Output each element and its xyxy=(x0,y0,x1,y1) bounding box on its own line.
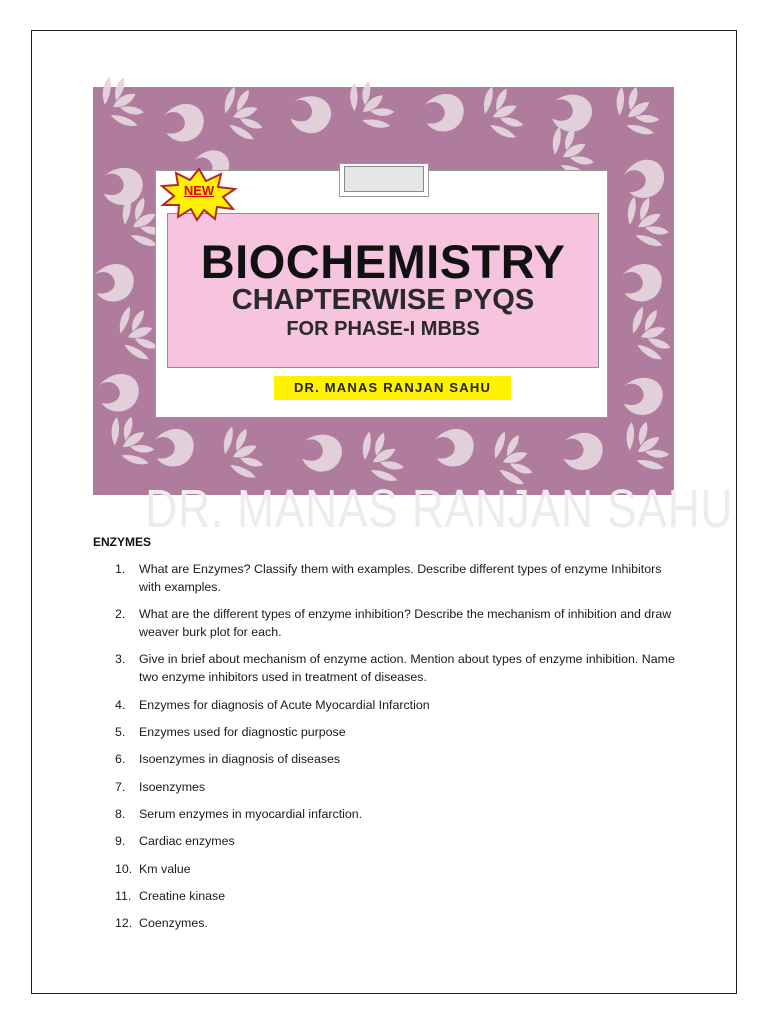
card-tab xyxy=(339,163,429,197)
author-name: DR. MANAS RANJAN SAHU xyxy=(274,376,511,400)
list-item xyxy=(115,605,679,641)
item-text: Enzymes used for diagnostic purpose xyxy=(139,725,346,739)
list-item xyxy=(115,696,679,714)
item-text: What are the different types of enzyme inhibition? Describe the mechanism of inhibition and draw weaver burk plot for each. xyxy=(139,607,672,639)
list-item xyxy=(115,723,679,741)
list-item xyxy=(115,860,679,878)
item-text: Isoenzymes in diagnosis of diseases xyxy=(139,752,341,766)
book-title: BIOCHEMISTRY xyxy=(200,235,566,288)
new-badge xyxy=(159,167,239,221)
list-item xyxy=(115,778,679,796)
item-text: Coenzymes. xyxy=(139,916,208,930)
item-number: 6. xyxy=(115,752,126,766)
list-item xyxy=(115,914,679,932)
list-item xyxy=(115,832,679,850)
item-number: 9. xyxy=(115,834,126,848)
item-text: Km value xyxy=(139,862,191,876)
item-text: Give in brief about mechanism of enzyme action. Mention about types of enzyme inhibition. Name two enzyme inhibitors used in treatment of diseases. xyxy=(139,652,675,684)
section-heading: ENZYMES xyxy=(93,535,152,549)
list-item xyxy=(115,560,679,596)
item-text: Isoenzymes xyxy=(139,780,206,794)
item-number: 8. xyxy=(115,807,126,821)
item-number: 5. xyxy=(115,725,126,739)
item-number: 2. xyxy=(115,607,126,621)
item-number: 1. xyxy=(115,562,126,576)
item-number: 7. xyxy=(115,780,126,794)
list-item xyxy=(115,805,679,823)
list-item xyxy=(115,750,679,768)
list-item xyxy=(115,887,679,905)
cover-image xyxy=(93,87,674,495)
new-badge-label: NEW xyxy=(183,183,215,198)
watermark: DR. MANAS RANJAN SAHU xyxy=(145,479,734,539)
title-panel xyxy=(167,213,599,368)
item-text: Creatine kinase xyxy=(139,889,226,903)
card-tab-inner xyxy=(344,166,424,192)
item-number: 3. xyxy=(115,652,126,666)
book-subtitle-phase: FOR PHASE-I MBBS xyxy=(286,318,480,340)
item-text: What are Enzymes? Classify them with examples. Describe different types of enzyme Inhibitors with examples. xyxy=(139,562,662,594)
book-subtitle: CHAPTERWISE PYQS xyxy=(231,284,535,316)
list-item xyxy=(115,650,679,686)
item-text: Serum enzymes in myocardial infarction. xyxy=(139,807,363,821)
item-number: 11. xyxy=(115,889,132,903)
item-number: 4. xyxy=(115,698,126,712)
item-number: 10. xyxy=(115,862,133,876)
item-number: 12. xyxy=(115,916,133,930)
item-text: Enzymes for diagnosis of Acute Myocardial Infarction xyxy=(139,698,430,712)
item-text: Cardiac enzymes xyxy=(139,834,235,848)
